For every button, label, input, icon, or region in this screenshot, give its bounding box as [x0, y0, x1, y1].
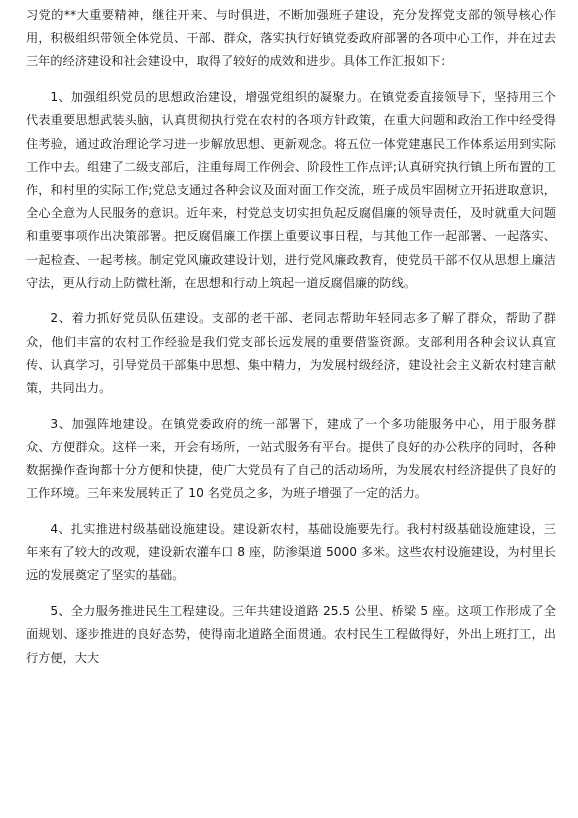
document-page: [26, 4, 556, 682]
paragraph-item-4: 4、扎实推进村级基础设施建设。建设新农村，基础设施要先行。我村村级基础设施建设，三年来有了较大的改观，建设新农灌车口 8 座，防渗渠道 5000 多米。这些农村设施建设，为村里长远的发展奠定了坚实的基础。: [26, 522, 556, 583]
paragraph-item-3: 3、加强阵地建设。在镇党委政府的统一部署下，建成了一个多功能服务中心，用于服务群众、方便群众。这样一来，开会有场所，一站式服务有平台。提供了良好的办公秩序的同时，各种数据操作查询都十分方便和快捷，使广大党员有了自己的活动场所，为发展农村经济提供了良好的工作环境。三年来发展转正了 10 名党员之多，为班子增强了一定的活力。: [26, 416, 556, 501]
paragraph-item-5: 5、全力服务推进民生工程建设。三年共建设道路 25.5 公里、桥梁 5 座。这项工作形成了全面规划、逐步推进的良好态势，使得南北道路全面贯通。农村民生工程做得好，外出上班打工，出行方便，大大: [26, 604, 556, 665]
paragraph-item-1: 1、加强组织党员的思想政治建设，增强党组织的凝聚力。在镇党委直接领导下，坚持用三个代表重要思想武装头脑，认真贯彻执行党在农村的各项方针政策，在重大问题和政治工作中经受得住考验，通过政治理论学习进一步解放思想、更新观念。将五位一体党建惠民工作体系运用到实际工作中去。组建了二级支部后，注重每周工作例会、阶段性工作点评;认真研究执行镇上所布置的工作，和村里的实际工作;党总支通过各种会议及面对面工作交流，班子成员牢固树立开拓进取意识，全心全意为人民服务的意识。近年来，村党总支切实担负起反腐倡廉的领导责任，及时就重大问题和重要事项作出决策部署。把反腐倡廉工作摆上重要议事日程，与其他工作一起部署、一起落实、一起检查、一起考核。制定党风廉政建设计划，进行党风廉政教育，使党员干部不仅从思想上廉洁守法，更从行动上防微杜渐，在思想和行动上筑起一道反腐倡廉的防线。: [26, 90, 556, 290]
paragraph-item-2: 2、着力抓好党员队伍建设。支部的老干部、老同志帮助年轻同志多了解了群众，帮助了群众，他们丰富的农村工作经验是我们党支部长远发展的重要借鉴资源。支部利用各种会议认真宣传、认真学习，引导党员干部集中思想、集中精力，为发展村级经济，建设社会主义新农村建言献策，共同出力。: [26, 311, 556, 396]
paragraph-intro: 习党的**大重要精神，继往开来、与时俱进，不断加强班子建设，充分发挥党支部的领导核心作用，积极组织带领全体党员、干部、群众，落实执行好镇党委政府部署的各项中心工作，并在过去三年的经济建设和社会建设中，取得了较好的成效和进步。具体工作汇报如下：: [26, 8, 556, 69]
